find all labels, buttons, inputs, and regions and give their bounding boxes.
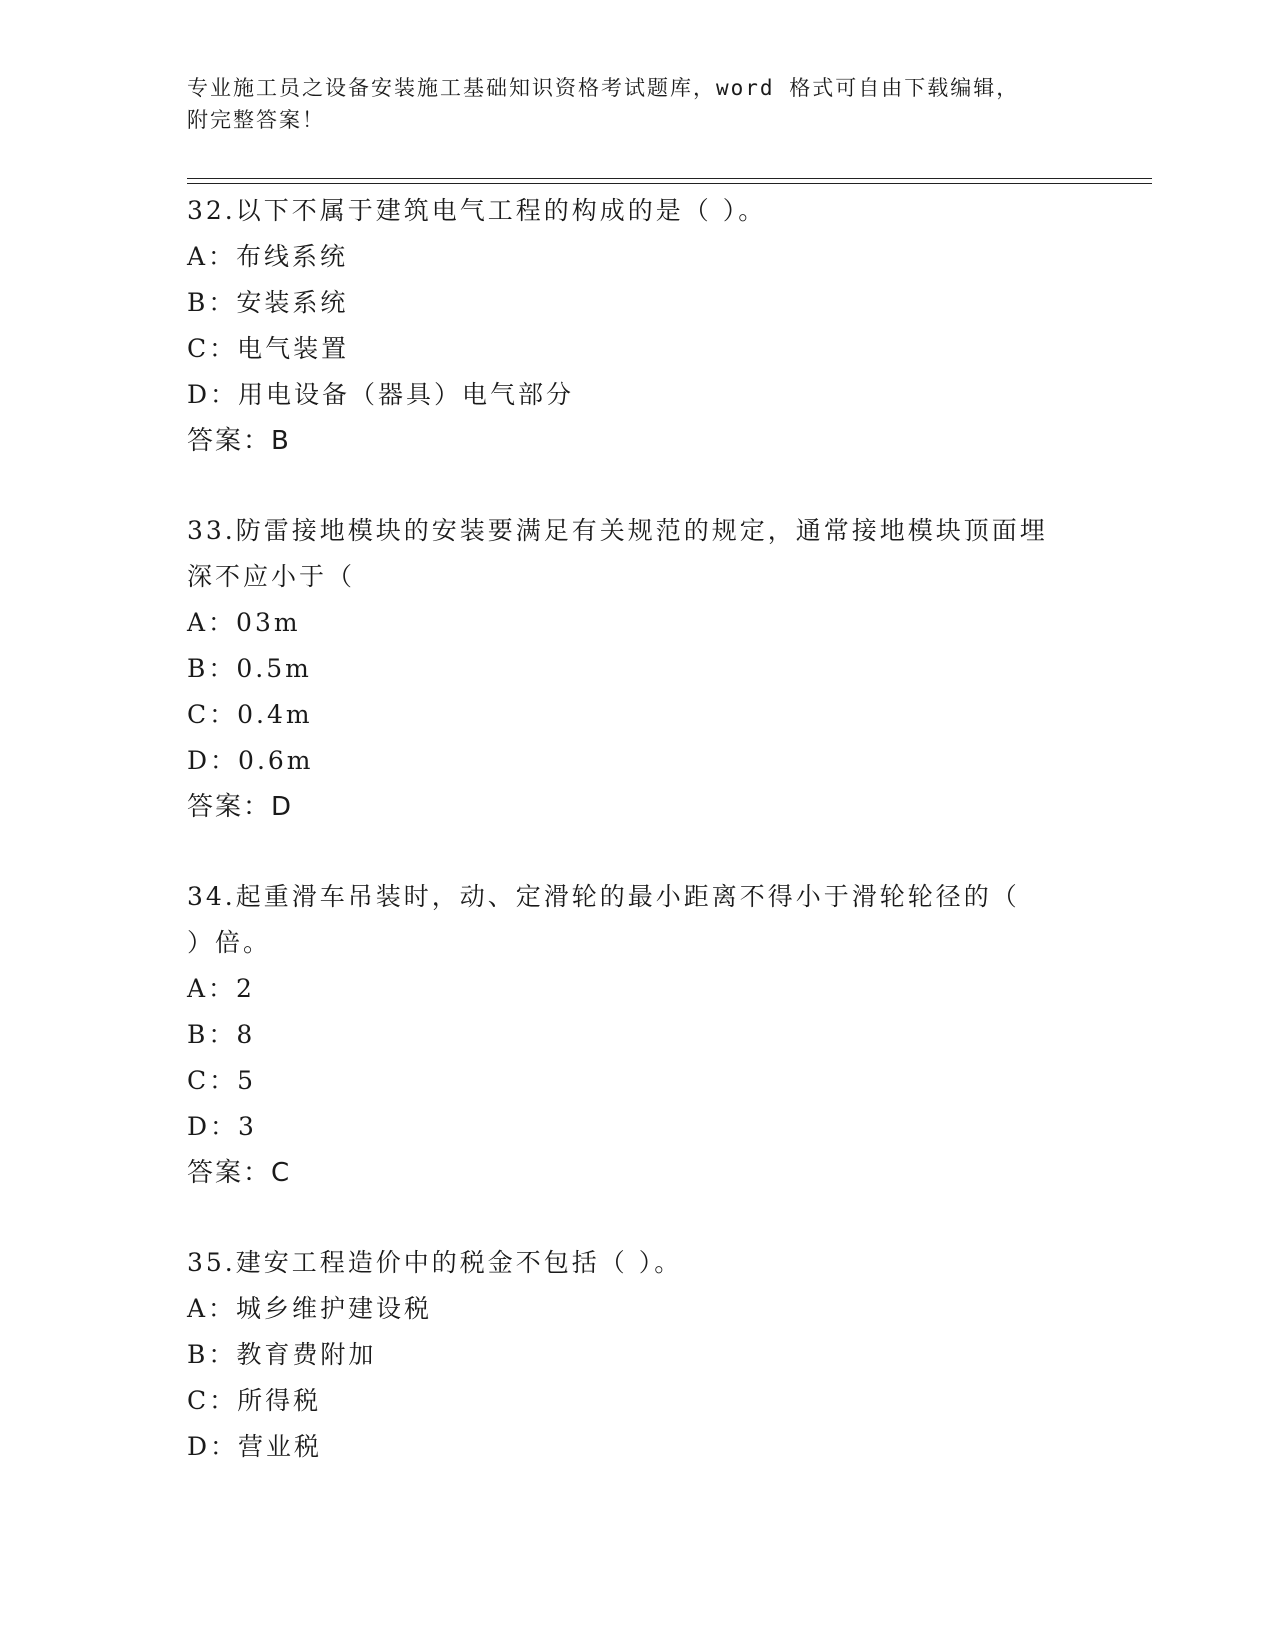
header-line-2: 附完整答案！: [187, 108, 325, 132]
option-d: D：用电设备（器具）电气部分: [187, 380, 575, 409]
option-b: B：教育费附加: [187, 1340, 377, 1369]
option-b: B：0.5m: [187, 654, 312, 683]
question-stem: 35.建安工程造价中的税金不包括（ ）。: [187, 1248, 683, 1277]
option-a: A：03m: [187, 608, 301, 637]
question-stem-continued: ）倍。: [187, 928, 272, 957]
answer-label: 答案：C: [187, 1158, 292, 1188]
option-d: D：3: [187, 1112, 257, 1141]
header-divider-bottom: [187, 183, 1152, 184]
question-32: [187, 188, 1087, 464]
question-stem: 34.起重滑车吊装时，动、定滑轮的最小距离不得小于滑轮轮径的（: [187, 882, 1020, 911]
question-stem: 32.以下不属于建筑电气工程的构成的是（ ）。: [187, 196, 767, 225]
header-line-1: 专业施工员之设备安装施工基础知识资格考试题库，word 格式可自由下载编辑，: [187, 76, 1020, 100]
option-b: B：安装系统: [187, 288, 349, 317]
question-33: [187, 508, 1087, 830]
option-a: A：布线系统: [187, 242, 349, 271]
option-c: C：所得税: [187, 1386, 322, 1415]
option-d: D：0.6m: [187, 746, 314, 775]
question-35: [187, 1240, 1087, 1470]
option-b: B：8: [187, 1020, 256, 1049]
document-header: [187, 72, 1087, 136]
option-a: A：城乡维护建设税: [187, 1294, 433, 1323]
question-stem: 33.防雷接地模块的安装要满足有关规范的规定，通常接地模块顶面埋: [187, 516, 1048, 545]
header-divider-top: [187, 178, 1152, 179]
question-stem-continued: 深不应小于（: [187, 562, 356, 591]
option-d: D：营业税: [187, 1432, 323, 1461]
option-c: C：电气装置: [187, 334, 350, 363]
answer-label: 答案：B: [187, 426, 291, 456]
question-34: [187, 874, 1087, 1196]
option-a: A：2: [187, 974, 255, 1003]
option-c: C：0.4m: [187, 700, 313, 729]
answer-label: 答案：D: [187, 792, 294, 822]
option-c: C：5: [187, 1066, 257, 1095]
